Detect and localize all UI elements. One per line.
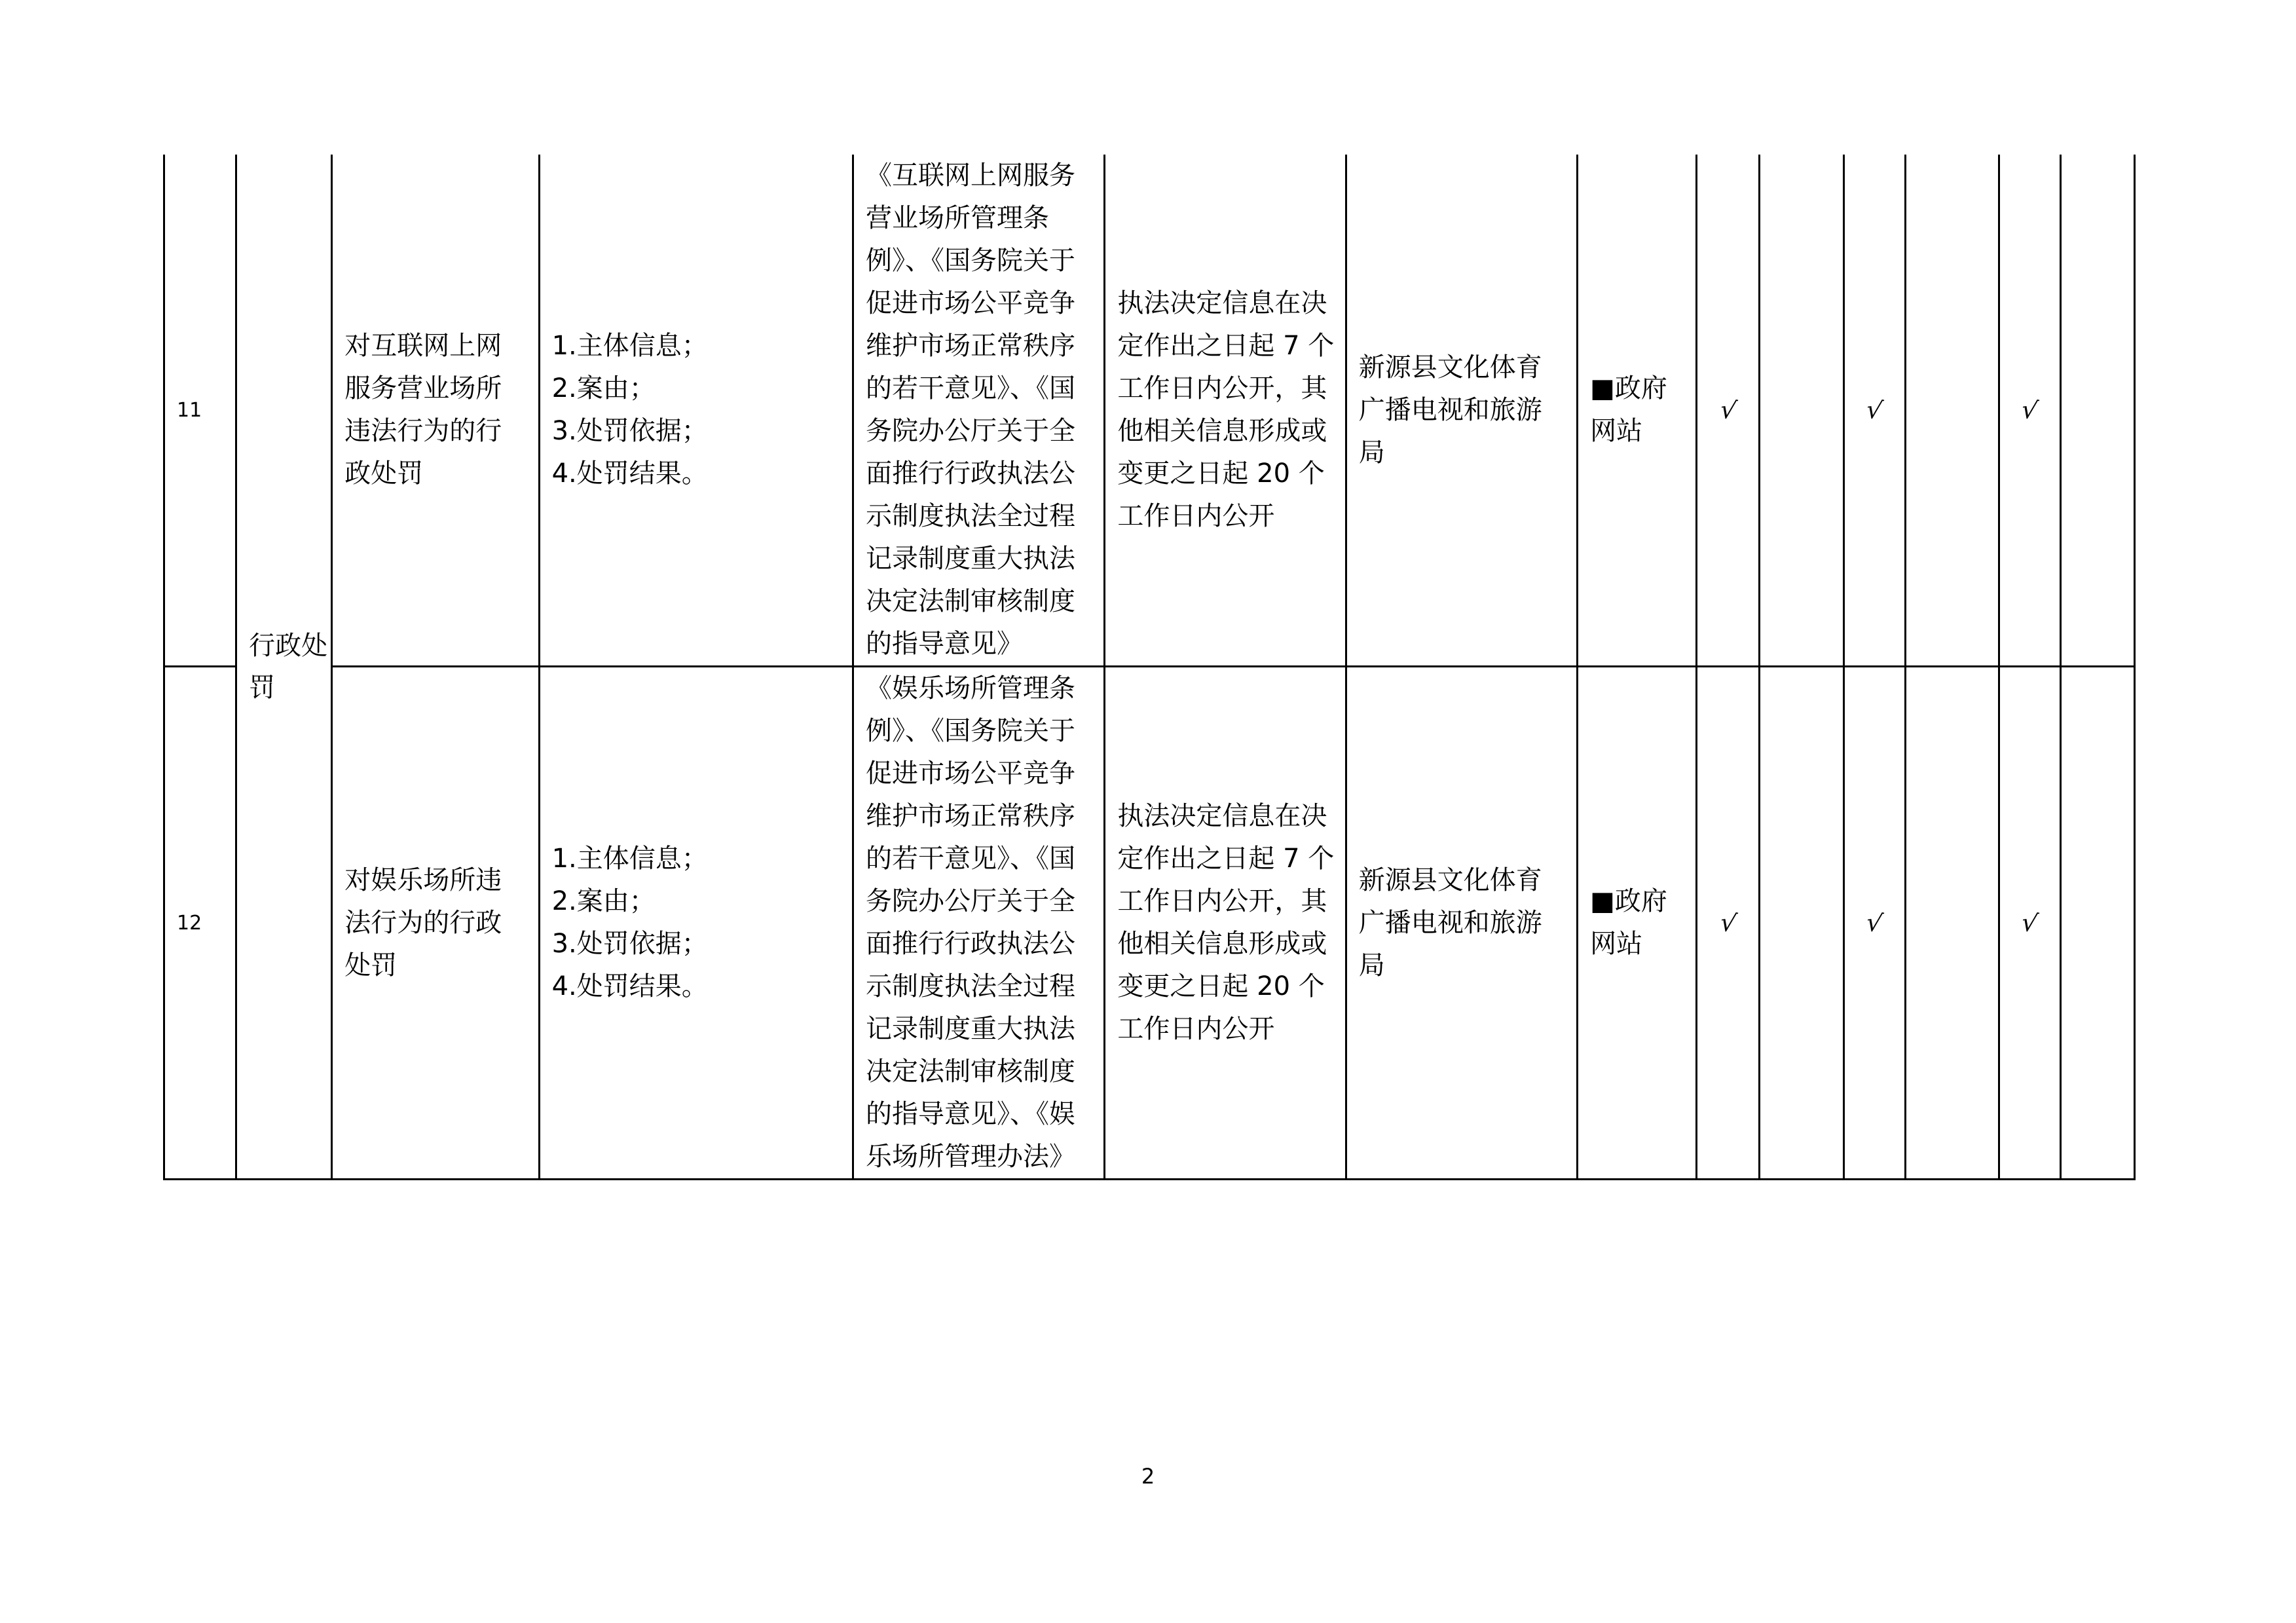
content-line: 3.处罚依据；: [551, 416, 708, 446]
disclosure-table: [163, 155, 2136, 1180]
content-line: 1.主体信息；: [551, 844, 708, 874]
table-row: [164, 155, 2135, 667]
content-line: 4.处罚结果。: [551, 458, 708, 489]
check-cell: [1843, 667, 1905, 1180]
disclosure-content: [539, 667, 853, 1180]
disclosure-channel: ■政府网站: [1578, 667, 1697, 1180]
row-number: 12: [164, 667, 236, 1180]
check-cell: [1843, 155, 1905, 667]
row-number: 11: [164, 155, 236, 667]
check-mark-icon: √: [2019, 906, 2041, 939]
check-mark-icon: √: [1718, 394, 1739, 426]
check-cell: [1760, 155, 1843, 667]
check-cell: [1760, 667, 1843, 1180]
check-cell: [2060, 155, 2134, 667]
check-mark-icon: √: [2019, 394, 2041, 426]
item-name: 对互联网上网服务营业场所违法行为的行政处罚: [332, 155, 539, 667]
item-name: 对娱乐场所违法行为的行政处罚: [332, 667, 539, 1180]
check-cell: [1999, 155, 2060, 667]
disclosure-channel: ■政府网站: [1578, 155, 1697, 667]
disclosure-content: [539, 155, 853, 667]
content-line: 1.主体信息；: [551, 331, 708, 361]
content-line: 3.处罚依据；: [551, 929, 708, 959]
disclosure-timeline: 执法决定信息在决定作出之日起 7 个工作日内公开，其他相关信息形成或变更之日起 20 个工作日内公开: [1105, 155, 1346, 667]
category-cell: 行政处罚: [236, 155, 332, 1180]
table-row: [164, 667, 2135, 1180]
content-line: 4.处罚结果。: [551, 971, 708, 1001]
check-cell: [2060, 667, 2134, 1180]
disclosure-timeline: 执法决定信息在决定作出之日起 7 个工作日内公开，其他相关信息形成或变更之日起 20 个工作日内公开: [1105, 667, 1346, 1180]
check-cell: [1697, 155, 1760, 667]
content-line: 2.案由；: [551, 886, 656, 916]
check-cell: [1905, 667, 1999, 1180]
check-mark-icon: √: [1718, 906, 1739, 939]
disclosure-basis: 《互联网上网服务营业场所管理条例》、《国务院关于促进市场公平竞争维护市场正常秩序的若干意见》、《国务院办公厅关于全面推行行政执法公示制度执法全过程记录制度重大执法决定法制审核制度的指导意见》: [853, 155, 1105, 667]
disclosure-basis: 《娱乐场所管理条例》、《国务院关于促进市场公平竞争维护市场正常秩序的若干意见》、《国务院办公厅关于全面推行行政执法公示制度执法全过程记录制度重大执法决定法制审核制度的指导意见》、《娱乐场所管理办法》: [853, 667, 1105, 1180]
check-mark-icon: √: [1864, 906, 1885, 939]
content-line: 2.案由；: [551, 373, 656, 403]
check-mark-icon: √: [1864, 394, 1885, 426]
check-cell: [1697, 667, 1760, 1180]
disclosure-subject: 新源县文化体育广播电视和旅游局: [1346, 155, 1577, 667]
page-number: 2: [1141, 1464, 1155, 1489]
check-cell: [1905, 155, 1999, 667]
disclosure-subject: 新源县文化体育广播电视和旅游局: [1346, 667, 1577, 1180]
check-cell: [1999, 667, 2060, 1180]
